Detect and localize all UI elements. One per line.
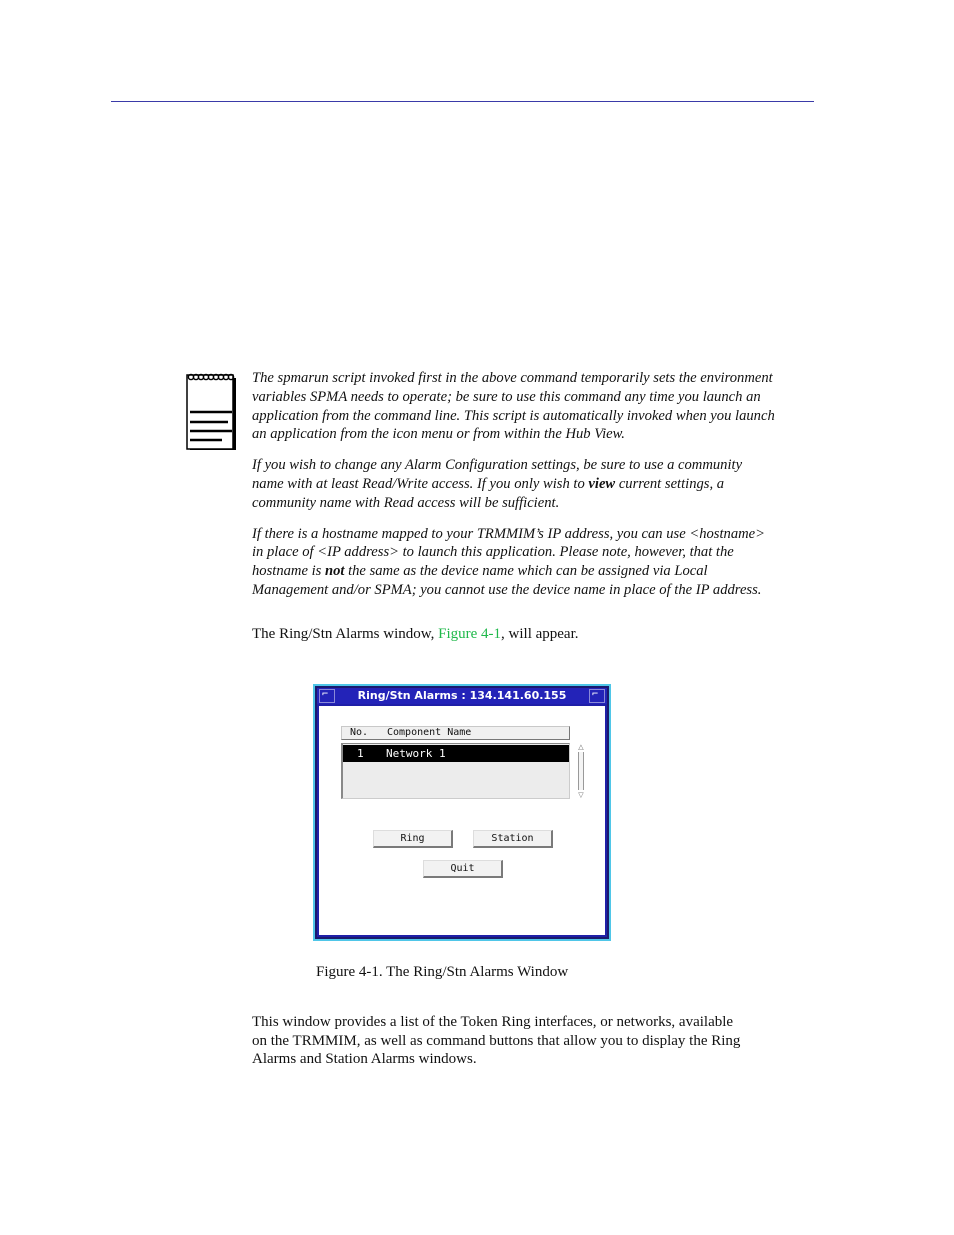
body-line: on the TRMMIM, as well as command buttons that allow you to display the Ring (252, 1032, 741, 1049)
header-rule (111, 101, 814, 102)
note-line: hostname is (252, 563, 325, 580)
scroll-down-arrow-icon[interactable]: ▽ (578, 791, 584, 799)
note-line: Management and/or SPMA; you cannot use the device name in place of the IP address. (252, 581, 762, 598)
list-scrollbar[interactable] (575, 743, 587, 799)
note-line: in place of <IP address> to launch this application. Please note, however, that the (252, 544, 734, 561)
figure-caption: Figure 4-1. The Ring/Stn Alarms Window (316, 964, 569, 980)
scroll-track[interactable] (578, 752, 584, 790)
note-line: the same as the device name which can be assigned via Local (344, 563, 708, 580)
note-line: community name with Read access will be sufficient. (252, 494, 560, 511)
row-component-name: Network 1 (386, 747, 446, 760)
note-line: The spmarun script invoked first in the above command temporarily sets the environment (252, 370, 773, 386)
note-block (252, 369, 814, 612)
note-line: If you wish to change any Alarm Configuration settings, be sure to use a community (252, 457, 743, 474)
quit-button[interactable]: Quit (423, 860, 503, 878)
list-header (341, 726, 570, 740)
ring-stn-alarms-window (313, 684, 611, 941)
note-line: variables SPMA needs to operate; be sure to use this command any time you launch an (252, 388, 761, 405)
window-titlebar[interactable] (317, 688, 607, 704)
list-item[interactable] (343, 745, 569, 762)
note-paragraph (252, 456, 814, 512)
column-header-no: No. (350, 727, 369, 738)
body-line: This window provides a list of the Token Ring interfaces, or networks, available (252, 1014, 734, 1030)
note-icon (186, 372, 238, 452)
note-paragraph (252, 525, 814, 600)
window-resize-icon[interactable]: ⌐ (589, 689, 605, 703)
window-frame (317, 688, 607, 937)
intro-text: The Ring/Stn Alarms window, (252, 626, 439, 642)
note-line: application from the command line. This script is automatically invoked when you launch (252, 407, 775, 424)
window-client-area (319, 706, 605, 935)
note-line: name with at least Read/Write access. If you only wish to (252, 475, 589, 492)
note-paragraph (252, 369, 814, 444)
window-menu-icon[interactable]: ⌐ (319, 689, 335, 703)
note-line: If there is a hostname mapped to your TRMMIM’s IP address, you can use <hostname> (252, 525, 765, 542)
emphasis-not: not (324, 563, 345, 580)
station-button[interactable]: Station (473, 830, 553, 848)
row-number: 1 (357, 747, 364, 760)
note-line: current settings, a (615, 475, 725, 492)
figure-link[interactable]: Figure 4-1 (438, 626, 502, 642)
intro-sentence (252, 625, 579, 644)
note-line: an application from the icon menu or from within the Hub View. (252, 426, 625, 443)
body-line: Alarms and Station Alarms windows. (252, 1051, 477, 1068)
intro-text: , will appear. (501, 626, 579, 642)
window-title: Ring/Stn Alarms : 134.141.60.155 (357, 689, 567, 702)
ring-button[interactable]: Ring (373, 830, 453, 848)
column-header-component-name: Component Name (387, 727, 472, 738)
body-paragraph (252, 1013, 814, 1069)
component-list[interactable] (341, 743, 570, 799)
scroll-up-arrow-icon[interactable]: △ (578, 743, 584, 751)
emphasis-view: view (588, 475, 616, 492)
